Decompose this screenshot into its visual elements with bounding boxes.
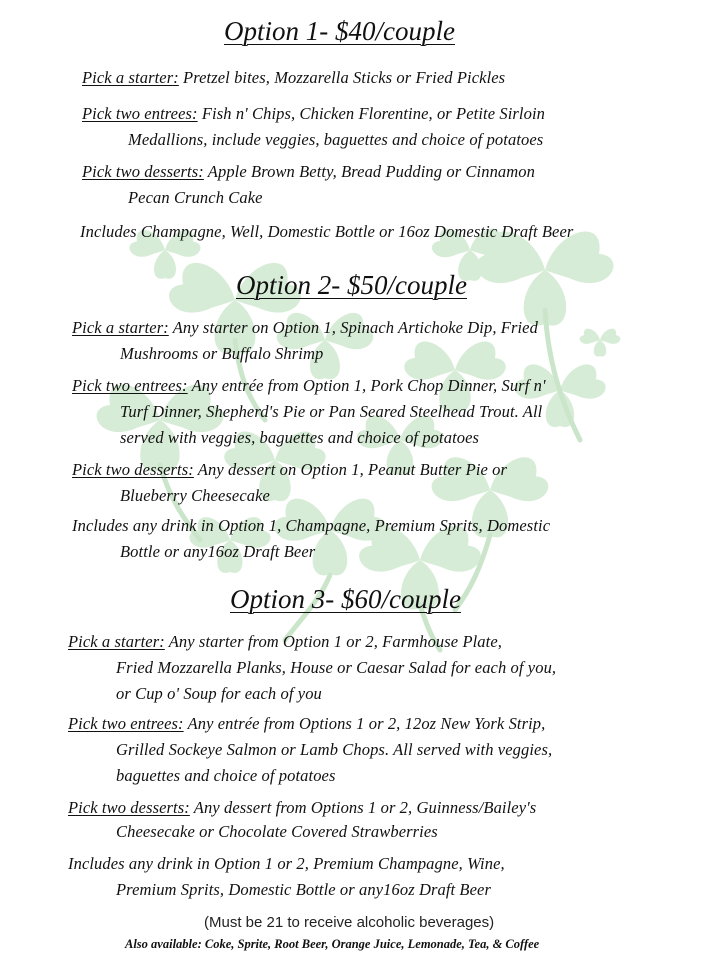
option1-starter-text: Pretzel bites, Mozzarella Sticks or Fried Pickles xyxy=(178,68,506,87)
option2-entrees-text-1: Any entrée from Option 1, Pork Chop Dinner, Surf n' xyxy=(187,376,546,395)
option2-starter-label: Pick a starter: xyxy=(72,318,169,337)
option1-includes: Includes Champagne, Well, Domestic Bottle or 16oz Domestic Draft Beer xyxy=(80,222,574,241)
option2-entrees-line xyxy=(72,376,546,396)
option3-starter-text-1: Any starter from Option 1 or 2, Farmhouse Plate, xyxy=(164,632,502,651)
option3-starter-line xyxy=(68,632,502,652)
option2-title: Option 2- $50/couple xyxy=(236,270,467,300)
option2-desserts-text-2: Blueberry Cheesecake xyxy=(120,486,270,505)
option1-entrees-text-2: Medallions, include veggies, baguettes and choice of potatoes xyxy=(128,130,544,149)
option2-entrees-text-2: Turf Dinner, Shepherd's Pie or Pan Seared Steelhead Trout. All xyxy=(120,402,543,421)
option2-starter-text-2: Mushrooms or Buffalo Shrimp xyxy=(120,344,324,363)
option3-includes-1: Includes any drink in Option 1 or 2, Premium Champagne, Wine, xyxy=(68,854,505,873)
option1-desserts-line xyxy=(82,162,535,182)
age-notice: (Must be 21 to receive alcoholic beverages) xyxy=(204,914,495,931)
option2-entrees-text-3: served with veggies, baguettes and choice of potatoes xyxy=(120,428,480,447)
option3-desserts-text-2: Cheesecake or Chocolate Covered Strawberries xyxy=(116,822,438,841)
option3-starter-label: Pick a starter: xyxy=(68,632,165,651)
option1-title: Option 1- $40/couple xyxy=(224,16,455,46)
option3-entrees-text-1: Any entrée from Options 1 or 2, 12oz New York Strip, xyxy=(183,714,546,733)
option1-entrees-label: Pick two entrees: xyxy=(82,104,198,123)
option1-entrees-line xyxy=(82,104,545,124)
option2-desserts-line xyxy=(72,460,507,480)
option3-entrees-text-3: baguettes and choice of potatoes xyxy=(116,766,336,785)
option3-includes-2: Premium Sprits, Domestic Bottle or any16oz Draft Beer xyxy=(116,880,491,899)
option2-starter-text-1: Any starter on Option 1, Spinach Artichoke Dip, Fried xyxy=(168,318,538,337)
option1-desserts-label: Pick two desserts: xyxy=(82,162,204,181)
option1-starter-line xyxy=(82,68,505,88)
option3-starter-text-2: Fried Mozzarella Planks, House or Caesar Salad for each of you, xyxy=(116,658,557,677)
option3-title: Option 3- $60/couple xyxy=(230,584,461,614)
option1-desserts-text-1: Apple Brown Betty, Bread Pudding or Cinnamon xyxy=(203,162,535,181)
option3-desserts-label: Pick two desserts: xyxy=(68,798,190,817)
option3-entrees-line xyxy=(68,714,545,734)
option2-entrees-label: Pick two entrees: xyxy=(72,376,188,395)
option1-desserts-text-2: Pecan Crunch Cake xyxy=(128,188,263,207)
option3-desserts-text-1: Any dessert from Options 1 or 2, Guinness/Bailey's xyxy=(189,798,537,817)
option3-starter-text-3: or Cup o' Soup for each of you xyxy=(116,684,322,703)
option3-desserts-line xyxy=(68,798,536,818)
option2-includes-1: Includes any drink in Option 1, Champagne, Premium Sprits, Domestic xyxy=(72,516,551,535)
option3-entrees-text-2: Grilled Sockeye Salmon or Lamb Chops. All served with veggies, xyxy=(116,740,553,759)
option2-includes-2: Bottle or any16oz Draft Beer xyxy=(120,542,316,561)
option2-desserts-text-1: Any dessert on Option 1, Peanut Butter Pie or xyxy=(193,460,508,479)
option1-starter-label: Pick a starter: xyxy=(82,68,179,87)
option2-desserts-label: Pick two desserts: xyxy=(72,460,194,479)
option2-starter-line xyxy=(72,318,538,338)
option3-entrees-label: Pick two entrees: xyxy=(68,714,184,733)
also-available: Also available: Coke, Sprite, Root Beer, Orange Juice, Lemonade, Tea, & Coffee xyxy=(125,937,540,951)
option1-entrees-text-1: Fish n' Chips, Chicken Florentine, or Petite Sirloin xyxy=(197,104,545,123)
